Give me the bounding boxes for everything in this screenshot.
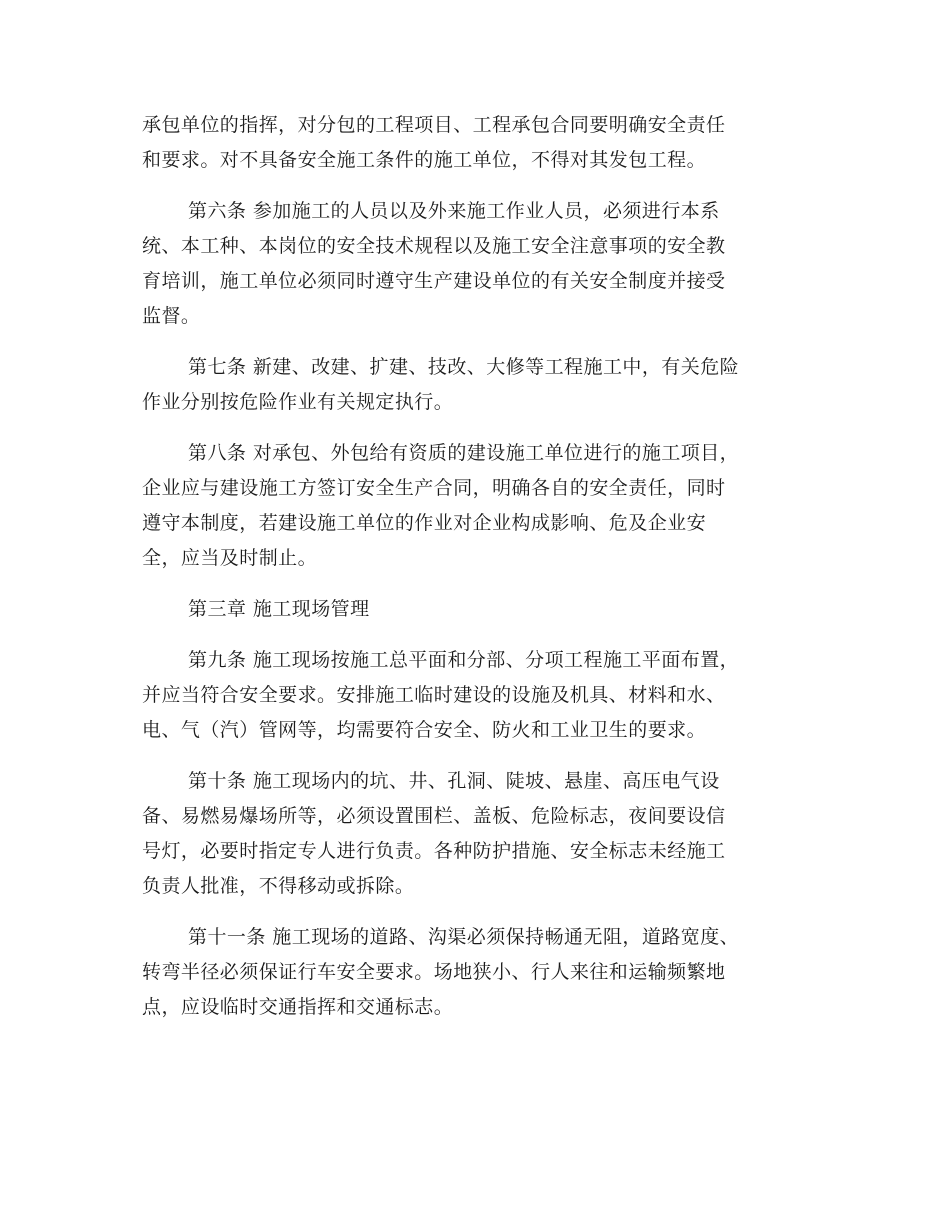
text-line: 电、气（汽）管网等，均需要符合安全、防火和工业卫生的要求。 [142,719,707,741]
text-line: 统、本工种、本岗位的安全技术规程以及施工安全注意事项的安全教 [142,235,726,257]
text-line: 第九条 施工现场按施工总平面和分部、分项工程施工平面布置， [188,649,740,671]
text-line: 备、易燃易爆场所等，必须设置围栏、盖板、危险标志，夜间要设信 [142,805,726,827]
paragraph-continuation [142,108,810,178]
text-line: 遵守本制度，若建设施工单位的作业对企业构成影响、危及企业安 [142,512,707,534]
article-11-paragraph [142,920,810,1025]
text-line: 号灯，必要时指定专人进行负责。各种防护措施、安全标志未经施工 [142,840,726,862]
text-line: 全，应当及时制止。 [142,547,318,569]
text-line: 并应当符合安全要求。安排施工临时建设的设施及机具、材料和水、 [142,684,726,706]
text-line: 育培训，施工单位必须同时遵守生产建设单位的有关安全制度并接受 [142,270,726,292]
text-line: 承包单位的指挥，对分包的工程项目、工程承包合同要明确安全责任 [142,114,726,136]
chapter-title: 第三章 施工现场管理 [188,598,370,620]
article-6-paragraph [142,194,810,334]
text-line: 第十一条 施工现场的道路、沟渠必须保持畅通无阻，道路宽度、 [188,926,740,948]
text-line: 第十条 施工现场内的坑、井、孔洞、陡坡、悬崖、高压电气设 [188,770,720,792]
text-line: 和要求。对不具备安全施工条件的施工单位，不得对其发包工程。 [142,149,707,171]
article-8-paragraph [142,436,810,576]
text-line: 监督。 [142,305,201,327]
article-7-paragraph [142,350,810,420]
text-line: 转弯半径必须保证行车安全要求。场地狭小、行人来往和运输频繁地 [142,961,726,983]
text-line: 企业应与建设施工方签订安全生产合同，明确各自的安全责任，同时 [142,477,726,499]
chapter-3-heading [142,592,810,627]
text-line: 作业分别按危险作业有关规定执行。 [142,391,454,413]
text-line: 点，应设临时交通指挥和交通标志。 [142,996,454,1018]
text-line: 第六条 参加施工的人员以及外来施工作业人员，必须进行本系 [188,200,720,222]
text-line: 第七条 新建、改建、扩建、技改、大修等工程施工中，有关危险 [188,356,740,378]
article-9-paragraph [142,643,810,748]
document-body [142,108,810,1041]
article-10-paragraph [142,764,810,904]
text-line: 第八条 对承包、外包给有资质的建设施工单位进行的施工项目， [188,442,740,464]
text-line: 负责人批准，不得移动或拆除。 [142,875,415,897]
